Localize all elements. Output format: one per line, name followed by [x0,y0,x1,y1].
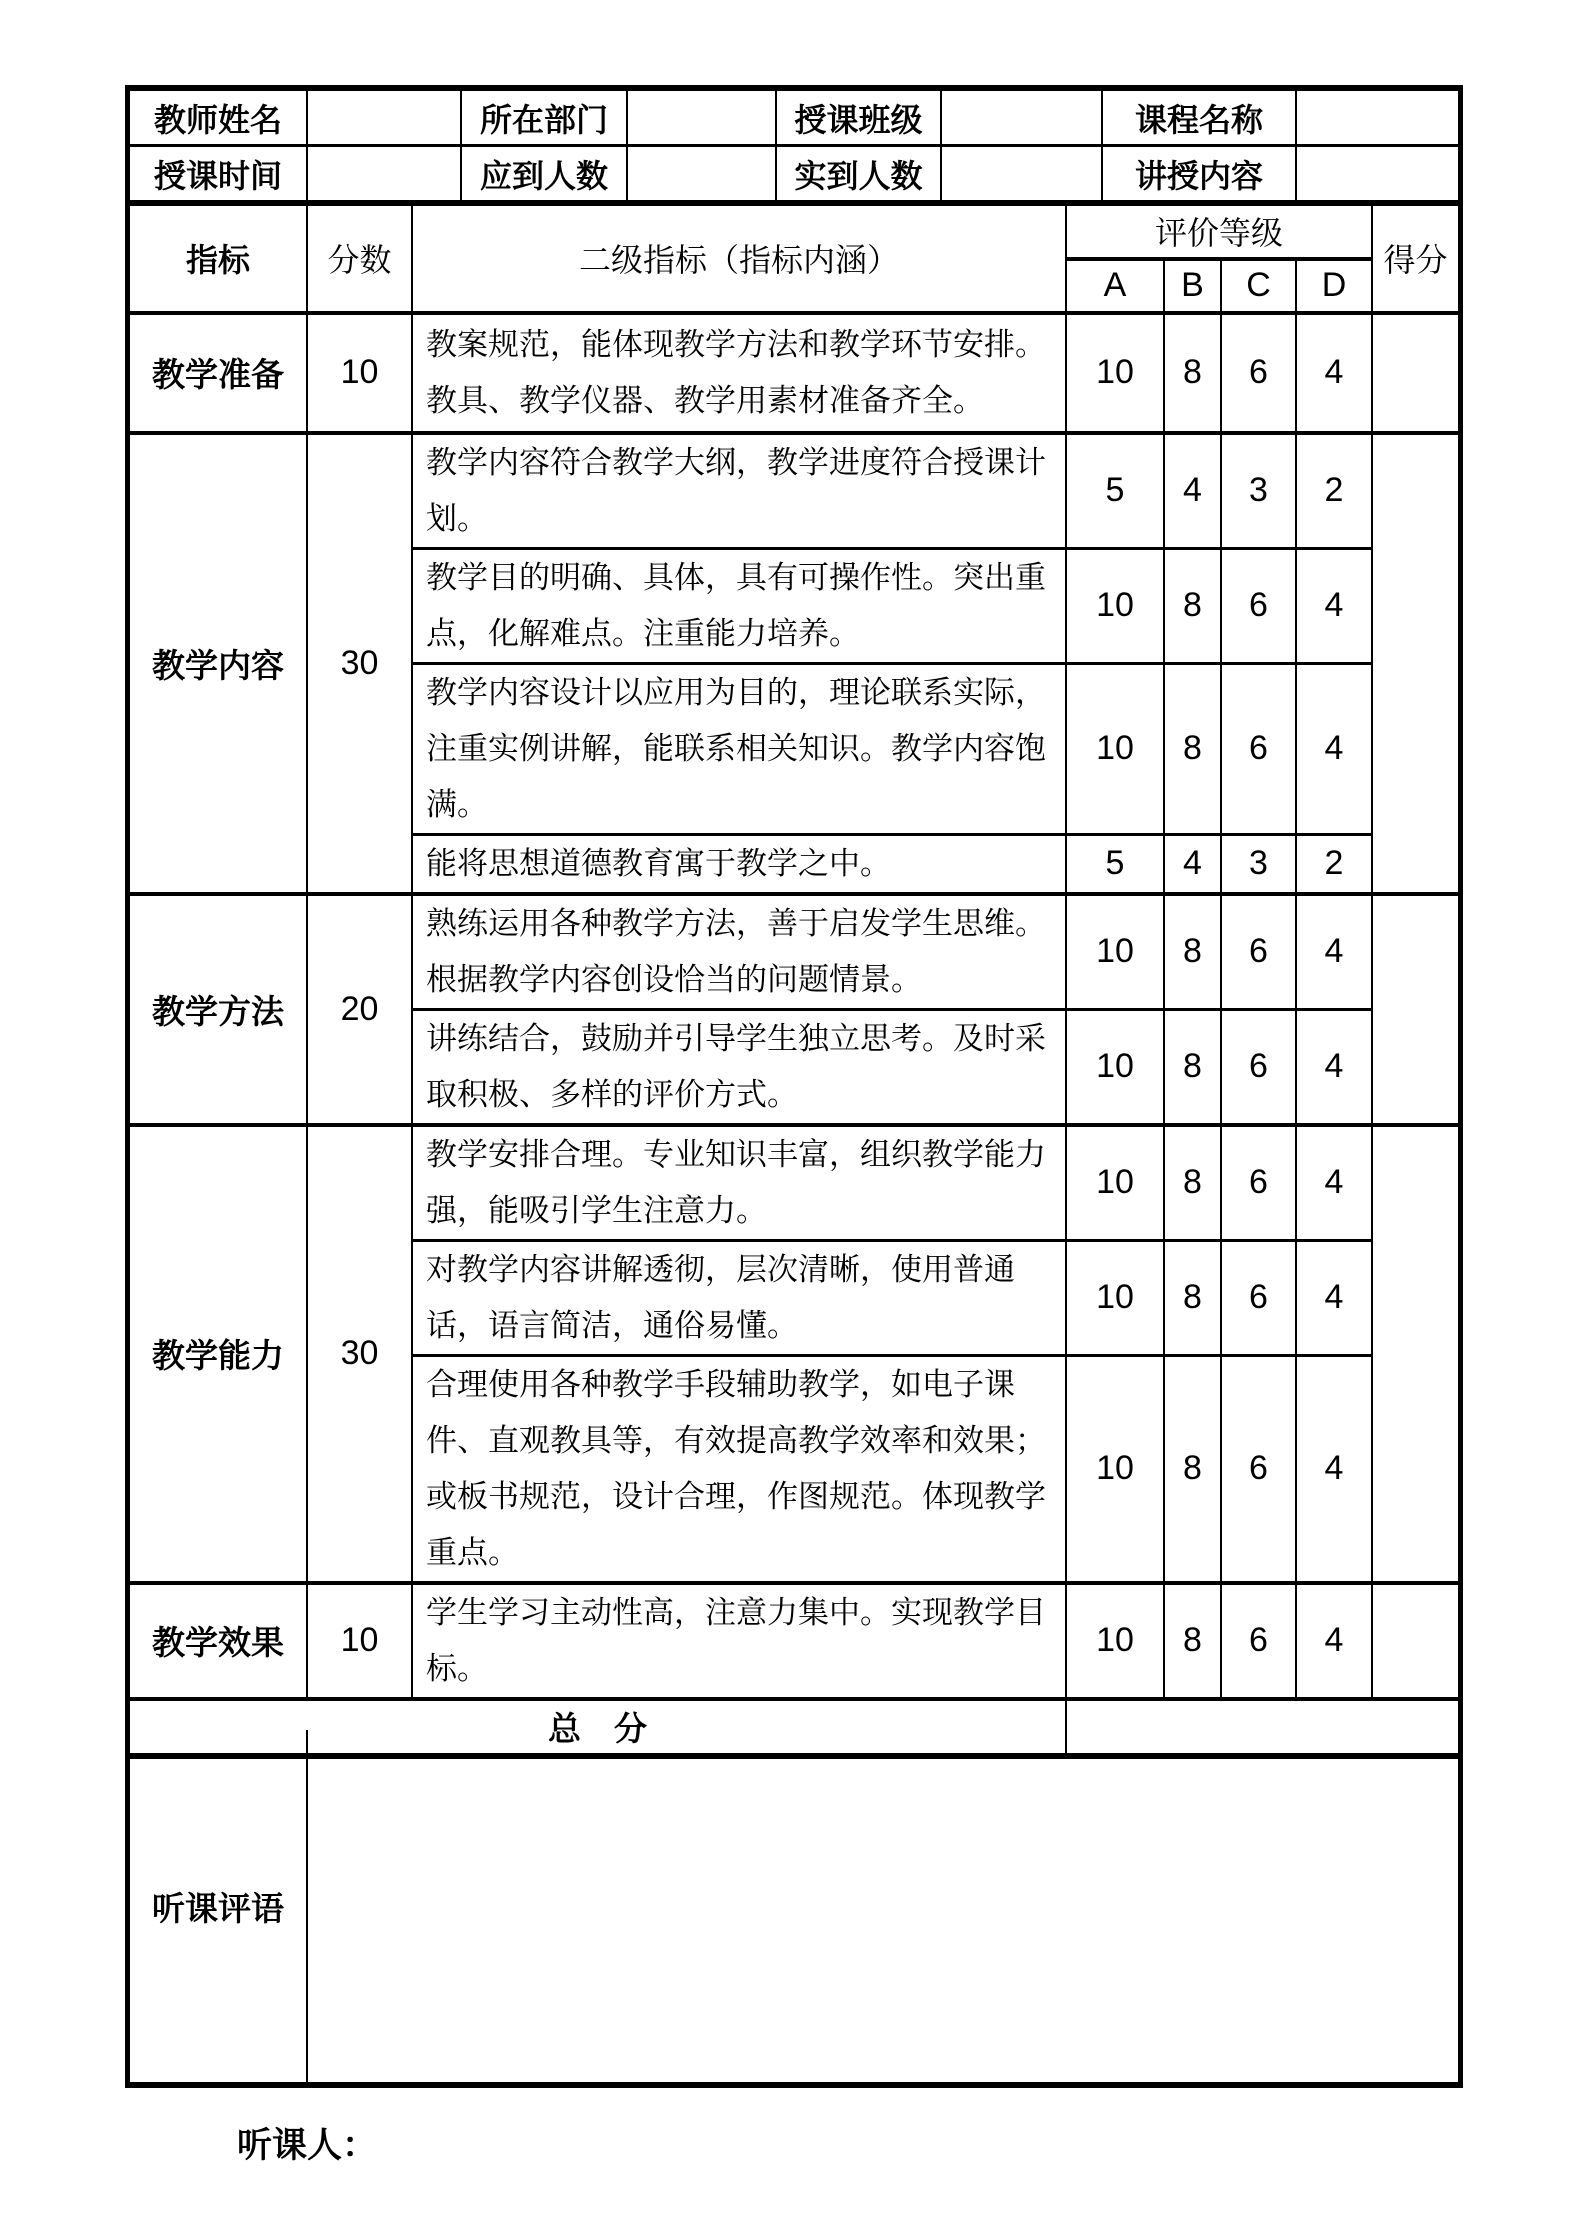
comments-label: 听课评语 [130,1730,308,2082]
points-cell[interactable] [1372,433,1459,894]
grade-d-value: 4 [1296,1355,1372,1583]
grade-c-value: 6 [1221,1125,1296,1241]
grade-c-value: 3 [1221,834,1296,894]
grade-b-value: 8 [1164,663,1221,834]
section-score: 10 [307,1583,412,1699]
grade-d-value: 4 [1296,548,1372,663]
field-value-course-name[interactable] [1296,90,1459,146]
grade-a-value: 10 [1066,1240,1164,1355]
criteria-cell: 教学内容符合教学大纲，教学进度符合授课计划。 [412,433,1066,549]
scoring-table [128,203,1460,1756]
criteria-cell: 熟练运用各种教学方法，善于启发学生思维。根据教学内容创设恰当的问题情景。 [412,894,1066,1010]
grade-a-value: 5 [1066,433,1164,549]
points-cell[interactable] [1372,894,1459,1125]
field-value-teaching-content[interactable] [1296,146,1459,202]
section-name-ability: 教学能力 [129,1125,307,1583]
secondary-indicator-column-header: 二级指标（指标内涵） [412,205,1066,313]
grade-c-value: 6 [1221,894,1296,1010]
criteria-cell: 对教学内容讲解透彻，层次清晰，使用普通话，语言简洁，通俗易懂。 [412,1240,1066,1355]
rating-level-header: 评价等级 [1066,205,1372,259]
total-score-label: 总 分 [129,1699,1066,1755]
grade-c-value: 6 [1221,548,1296,663]
grade-c-value: 6 [1221,1583,1296,1699]
points-cell[interactable] [1372,313,1459,433]
grade-c-value: 6 [1221,1240,1296,1355]
grade-d-value: 4 [1296,1009,1372,1125]
field-label-class: 授课班级 [776,90,941,146]
section-name-methods: 教学方法 [129,894,307,1125]
criteria-cell: 能将思想道德教育寓于教学之中。 [412,834,1066,894]
field-label-department: 所在部门 [461,90,627,146]
score-column-header: 分数 [307,205,412,313]
grade-c-value: 6 [1221,1355,1296,1583]
grade-a-header: A [1066,259,1164,313]
grade-b-value: 8 [1164,894,1221,1010]
grade-b-value: 8 [1164,1009,1221,1125]
grade-d-value: 4 [1296,1125,1372,1241]
field-label-lecture-time: 授课时间 [129,146,307,202]
grade-b-value: 8 [1164,1355,1221,1583]
grade-d-value: 4 [1296,663,1372,834]
grade-c-header: C [1221,259,1296,313]
criteria-cell: 讲练结合，鼓励并引导学生独立思考。及时采取积极、多样的评价方式。 [412,1009,1066,1125]
section-score: 30 [307,1125,412,1583]
grade-d-value: 4 [1296,1240,1372,1355]
grade-a-value: 10 [1066,663,1164,834]
field-value-actual-count[interactable] [941,146,1102,202]
comments-area[interactable] [308,1730,1458,2082]
grade-d-header: D [1296,259,1372,313]
grade-d-value: 2 [1296,834,1372,894]
grade-a-value: 10 [1066,548,1164,663]
grade-c-value: 6 [1221,663,1296,834]
field-value-teacher-name[interactable] [307,90,461,146]
field-value-expected-count[interactable] [627,146,776,202]
grade-d-value: 4 [1296,313,1372,433]
criteria-cell: 学生学习主动性高，注意力集中。实现教学目标。 [412,1583,1066,1699]
grade-a-value: 10 [1066,313,1164,433]
section-score: 30 [307,433,412,894]
grade-a-value: 10 [1066,1355,1164,1583]
grade-c-value: 3 [1221,433,1296,549]
field-label-course-name: 课程名称 [1102,90,1296,146]
criteria-cell: 教学目的明确、具体，具有可操作性。突出重点，化解难点。注重能力培养。 [412,548,1066,663]
points-column-header: 得分 [1372,205,1459,313]
grade-d-value: 2 [1296,433,1372,549]
criteria-cell: 教学安排合理。专业知识丰富，组织教学能力强，能吸引学生注意力。 [412,1125,1066,1241]
evaluation-form [125,85,1463,1759]
grade-b-value: 4 [1164,834,1221,894]
field-label-expected-count: 应到人数 [461,146,627,202]
field-label-actual-count: 实到人数 [776,146,941,202]
grade-a-value: 10 [1066,1009,1164,1125]
points-cell[interactable] [1372,1125,1459,1583]
field-value-lecture-time[interactable] [307,146,461,202]
grade-b-value: 4 [1164,433,1221,549]
grade-b-value: 8 [1164,1125,1221,1241]
comments-table [125,1730,1463,2088]
grade-a-value: 10 [1066,894,1164,1010]
section-name-content: 教学内容 [129,433,307,894]
field-label-teaching-content: 讲授内容 [1102,146,1296,202]
field-label-teacher-name: 教师姓名 [129,90,307,146]
observer-label: 听课人： [237,2126,378,2165]
field-value-class[interactable] [941,90,1102,146]
section-score: 20 [307,894,412,1125]
grade-a-value: 10 [1066,1583,1164,1699]
section-name-preparation: 教学准备 [129,313,307,433]
criteria-cell: 合理使用各种教学手段辅助教学，如电子课件、直观教具等，有效提高教学效率和效果；或板书规范，设计合理，作图规范。体现教学重点。 [412,1355,1066,1583]
field-value-department[interactable] [627,90,776,146]
section-name-effect: 教学效果 [129,1583,307,1699]
grade-c-value: 6 [1221,1009,1296,1125]
grade-a-value: 5 [1066,834,1164,894]
grade-d-value: 4 [1296,894,1372,1010]
grade-b-value: 8 [1164,1583,1221,1699]
points-cell[interactable] [1372,1583,1459,1699]
grade-b-value: 8 [1164,313,1221,433]
grade-c-value: 6 [1221,313,1296,433]
grade-b-value: 8 [1164,548,1221,663]
indicator-column-header: 指标 [129,205,307,313]
section-score: 10 [307,313,412,433]
info-fields-table [128,88,1460,203]
criteria-cell: 教学内容设计以应用为目的，理论联系实际，注重实例讲解，能联系相关知识。教学内容饱满。 [412,663,1066,834]
grade-a-value: 10 [1066,1125,1164,1241]
grade-b-value: 8 [1164,1240,1221,1355]
grade-b-header: B [1164,259,1221,313]
criteria-cell: 教案规范，能体现教学方法和教学环节安排。教具、教学仪器、教学用素材准备齐全。 [412,313,1066,433]
grade-d-value: 4 [1296,1583,1372,1699]
